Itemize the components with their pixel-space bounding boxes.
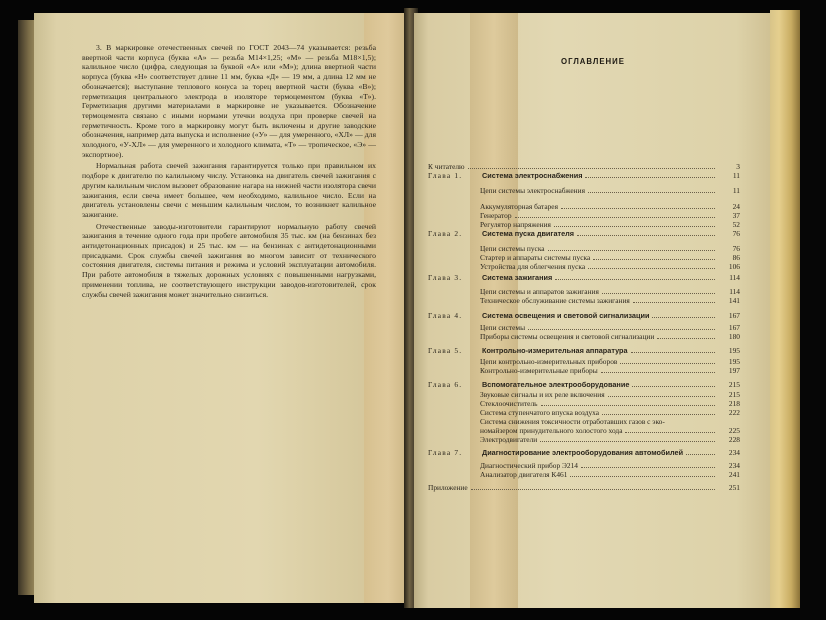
leader-dots — [593, 258, 715, 260]
toc-item — [480, 426, 740, 435]
table-of-contents — [414, 13, 772, 608]
toc-item-page: 52 — [732, 220, 740, 229]
toc-chapter — [482, 448, 740, 457]
right-page-edge — [770, 10, 800, 608]
toc-item-label: Регулятор напряжения — [480, 220, 551, 229]
toc-intro — [428, 162, 740, 171]
toc-item-label: Звуковые сигналы и их реле включения — [480, 390, 605, 399]
leader-dots — [625, 431, 715, 433]
right-page — [414, 13, 772, 608]
chapter-number: Глава 1. — [428, 171, 463, 180]
toc-chapter-label: Контрольно-измерительная аппаратура — [482, 346, 628, 355]
leader-dots — [632, 385, 715, 387]
toc-item-page: 76 — [732, 244, 740, 253]
toc-chapter-page: 195 — [728, 346, 740, 355]
toc-chapter-label: Вспомогательное электрооборудование — [482, 380, 630, 389]
toc-chapter-page: 11 — [732, 171, 740, 180]
toc-item-page: 241 — [728, 470, 740, 479]
chapter-number: Глава 6. — [428, 380, 463, 389]
toc-item-label: номайзером принудительного холостого хода — [480, 426, 623, 435]
toc-chapter-label: Диагностирование электрооборудования автомобилей — [482, 448, 684, 457]
chapter-number: Глава 7. — [428, 448, 463, 457]
toc-appendix — [428, 483, 740, 492]
leader-dots — [588, 267, 715, 269]
paragraph-service-life: Отечественные заводы-изготовители гарантируют нормальную работу свечей зажигания в течение одного года при пробеге автомобиля 35 тыс. км (на бензинах без антидетонационных присадок) и 25 тыс. км — на бензинах с антидетонационными присадками. Срок службы свечей зажигания во многом зависит от технического состояния двигателя, системы питания и режима и условий эксплуатации автомобиля. При работе автомобиля в тяжелых дорожных условиях с повышенными нагрузками, применении топлива, не соответствующего инструкции заводов-изготовителей, срок службы свечей зажигания может значительно снизиться. — [82, 221, 376, 299]
chapter-number: Глава 5. — [428, 346, 463, 355]
leader-dots — [554, 225, 715, 227]
toc-chapter — [482, 229, 740, 238]
toc-item-label: Цепи контрольно-измерительных приборов — [480, 357, 618, 366]
toc-item-label: Техническое обслуживание системы зажигания — [480, 296, 630, 305]
leader-dots — [561, 207, 715, 209]
toc-item — [480, 262, 740, 271]
leader-dots — [633, 301, 715, 303]
toc-item — [480, 211, 740, 220]
toc-item-page: 225 — [728, 426, 740, 435]
toc-item — [480, 186, 740, 195]
toc-item-page: 86 — [732, 253, 740, 262]
toc-chapter — [482, 311, 740, 320]
leader-dots — [585, 176, 715, 178]
toc-item — [480, 417, 740, 426]
toc-item — [480, 461, 740, 470]
leader-dots — [540, 440, 715, 442]
leader-dots — [471, 488, 715, 490]
toc-item-page: 11 — [732, 186, 740, 195]
toc-item-label: Стартер и аппараты системы пуска — [480, 253, 591, 262]
toc-appendix-label: Приложение — [428, 483, 468, 492]
toc-item — [480, 220, 740, 229]
toc-item-page: 141 — [728, 296, 740, 305]
leader-dots — [577, 234, 715, 236]
paragraph-heat-rating: Нормальная работа свечей зажигания гарантируется только при правильном их подборе к двигателю по калильному числу. Установка на двигатель свечей зажигания с другим калильным числом вызовет образование нагара на нижней части изолятора свечи зажигания, если свеча имеет большее, чем необходимо, калильное число. Если на двигатель установлены свечи с меньшим калильным числом, то возникнет калильное зажигание. — [82, 161, 376, 219]
leader-dots — [652, 316, 715, 318]
toc-chapter-label: Система пуска двигателя — [482, 229, 575, 238]
toc-chapter-page: 234 — [728, 448, 740, 457]
toc-chapter-label: Система освещения и световой сигнализации — [482, 311, 650, 320]
toc-item-page: 195 — [728, 357, 740, 366]
leader-dots — [608, 395, 715, 397]
toc-item-label: Электродвигатели — [480, 435, 538, 444]
toc-chapter-label: Система зажигания — [482, 273, 553, 282]
leader-dots — [581, 466, 715, 468]
paragraph-marking: 3. В маркировке отечественных свечей по ГОСТ 2043—74 указывается: резьба ввертной части корпуса (буква «А» — резьба М14×1,25; «М» — резьба М18×1,5); калильное число (цифра, следующая за буквой «А» или «М»); длина ввертной части корпуса (буква «Н» соответствует длине 11 мм, буква «Д» — 19 мм, а длина 12 мм не обозначается); выступание теплового конуса за торец ввертной части (буква «В»); герметизация центрального электрода в изоляторе термоцементом (буква «Т»). Герметизация другими материалами в маркировке не указывается. Обозначение термоцемента связано с иными нормами утечки воздуха при проверке свечей на герметичность. Кроме того в маркировку могут быть включены и другие заводские обозначения, например дата выпуска и исполнение («У» — для умеренного, «ХЛ» — для холодного, «У-ХЛ» — для умеренного и холодного климата, «Т» — тропическое, «Э» — экспортное). — [82, 43, 376, 159]
toc-item-page: 37 — [732, 211, 740, 220]
left-page — [34, 13, 406, 603]
leader-dots — [657, 337, 715, 339]
leader-dots — [555, 278, 715, 280]
toc-item-page: 234 — [728, 461, 740, 470]
toc-chapter-page: 215 — [728, 380, 740, 389]
toc-item-page: 167 — [728, 323, 740, 332]
toc-item-label: Анализатор двигателя К461 — [480, 470, 568, 479]
toc-item — [480, 296, 740, 305]
toc-chapter-page: 76 — [732, 229, 740, 238]
toc-item-label: Цепи системы электроснабжения — [480, 186, 585, 195]
toc-item-page: 215 — [728, 390, 740, 399]
toc-item — [480, 408, 740, 417]
toc-item-label: Система снижения токсичности отработавших газов с эко- — [480, 417, 665, 426]
toc-item — [480, 399, 740, 408]
toc-chapter — [482, 346, 740, 355]
toc-item-page: 222 — [728, 408, 740, 417]
toc-item-label: Аккумуляторная батарея — [480, 202, 558, 211]
toc-chapter-page: 114 — [729, 273, 740, 282]
toc-appendix-page: 251 — [728, 483, 740, 492]
toc-item — [480, 287, 740, 296]
toc-item — [480, 253, 740, 262]
toc-item-label: Цепи системы пуска — [480, 244, 545, 253]
toc-item-label: Контрольно-измерительные приборы — [480, 366, 598, 375]
toc-item-page: 180 — [728, 332, 740, 341]
toc-chapter-label: Система электроснабжения — [482, 171, 583, 180]
toc-item — [480, 390, 740, 399]
toc-item — [480, 244, 740, 253]
chapter-number: Глава 3. — [428, 273, 463, 282]
toc-item — [480, 435, 740, 444]
toc-chapter — [482, 273, 740, 282]
toc-item — [480, 332, 740, 341]
leader-dots — [631, 351, 715, 353]
leader-dots — [601, 371, 715, 373]
chapter-number: Глава 2. — [428, 229, 463, 238]
toc-item-page: 228 — [728, 435, 740, 444]
toc-chapter — [482, 380, 740, 389]
toc-item-label: Приборы системы освещения и световой сигнализации — [480, 332, 655, 341]
toc-item-label: Устройства для облегчения пуска — [480, 262, 586, 271]
toc-item-label: Диагностический прибор Э214 — [480, 461, 578, 470]
toc-item-page: 24 — [732, 202, 740, 211]
toc-item-label: Система ступенчатого впуска воздуха — [480, 408, 600, 417]
toc-item-page: 114 — [729, 287, 740, 296]
toc-item-page: 218 — [728, 399, 740, 408]
toc-item — [480, 202, 740, 211]
toc-item-label: Цепи системы — [480, 323, 526, 332]
leader-dots — [528, 328, 715, 330]
toc-item — [480, 357, 740, 366]
toc-item — [480, 366, 740, 375]
toc-title: ОГЛАВЛЕНИЕ — [561, 57, 625, 66]
leader-dots — [468, 167, 715, 169]
toc-item-page: 197 — [728, 366, 740, 375]
leader-dots — [602, 413, 715, 415]
background-edge — [800, 0, 826, 620]
toc-item — [480, 470, 740, 479]
toc-chapter-page: 167 — [728, 311, 740, 320]
left-page-text — [82, 43, 376, 301]
toc-chapter — [482, 171, 740, 180]
leader-dots — [686, 453, 715, 455]
leader-dots — [620, 362, 715, 364]
toc-intro-page: 3 — [736, 162, 740, 171]
chapter-number: Глава 4. — [428, 311, 463, 320]
toc-item-label: Генератор — [480, 211, 512, 220]
toc-item — [480, 323, 740, 332]
leader-dots — [541, 404, 715, 406]
leader-dots — [548, 249, 715, 251]
leader-dots — [588, 191, 715, 193]
leader-dots — [570, 475, 715, 477]
toc-item-label: Цепи системы и аппаратов зажигания — [480, 287, 599, 296]
toc-item-page: 106 — [728, 262, 740, 271]
toc-intro-label: К читателю — [428, 162, 465, 171]
toc-item-label: Стеклоочиститель — [480, 399, 538, 408]
leader-dots — [602, 292, 715, 294]
leader-dots — [515, 216, 715, 218]
